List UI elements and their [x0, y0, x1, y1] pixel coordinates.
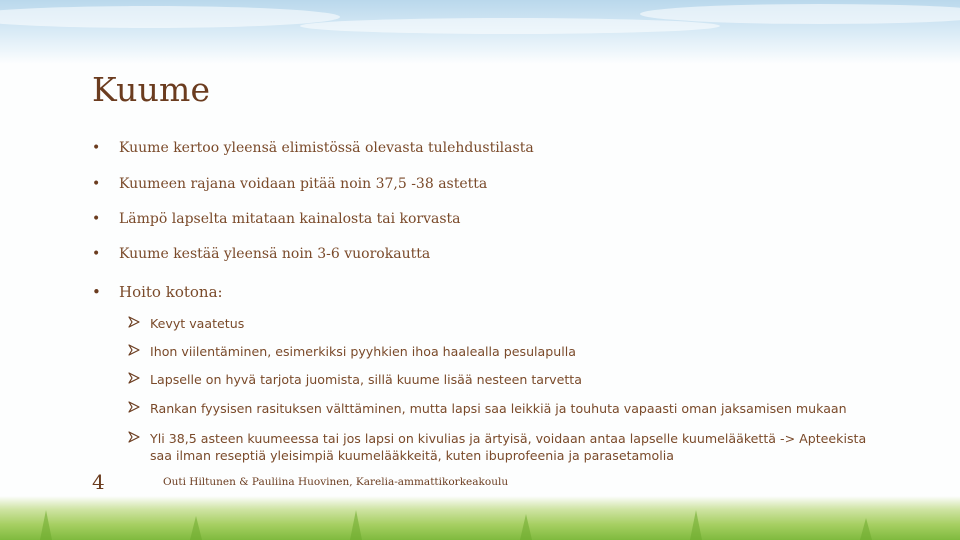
- arrow-bullet-icon: [128, 372, 140, 384]
- bullet-text: Hoito kotona:: [119, 283, 223, 301]
- bullet-dot-icon: •: [92, 140, 101, 156]
- grass-tuft: [690, 510, 702, 540]
- arrow-bullet-icon: [128, 316, 140, 328]
- sub-bullet-text-continued: saa ilman reseptiä yleisimpiä kuumelääkkeitä, kuten ibuprofeenia ja parasetamolia: [150, 448, 674, 463]
- grass-tuft: [40, 510, 52, 540]
- sub-bullet-text: Rankan fyysisen rasituksen välttäminen, mutta lapsi saa leikkiä ja touhuta vapaasti oman jaksamisen mukaan: [150, 401, 847, 416]
- slide-number: 4: [92, 470, 105, 494]
- sub-bullet-text: Yli 38,5 asteen kuumeessa tai jos lapsi on kivulias ja ärtyisä, voidaan antaa lapselle kuumelääkettä -> Apteekista: [150, 431, 867, 446]
- sky-background: [0, 0, 960, 64]
- bullet-dot-icon: •: [92, 211, 101, 227]
- grass-tuft: [190, 516, 202, 540]
- arrow-bullet-icon: [128, 431, 140, 443]
- arrow-bullet-icon: [128, 401, 140, 413]
- bullet-dot-icon: •: [92, 176, 101, 192]
- bullet-dot-icon: •: [92, 283, 101, 301]
- bullet-text: Kuume kestää yleensä noin 3-6 vuorokautta: [119, 246, 431, 262]
- grass-tuft: [860, 518, 872, 540]
- bullet-text: Kuume kertoo yleensä elimistössä olevasta tulehdustilasta: [119, 140, 534, 156]
- grass-tuft: [520, 514, 532, 540]
- bullet-dot-icon: •: [92, 246, 101, 262]
- bullet-text: Kuumeen rajana voidaan pitää noin 37,5 -38 astetta: [119, 176, 488, 192]
- bullet-text: Lämpö lapselta mitataan kainalosta tai korvasta: [119, 211, 461, 227]
- cloud-streak: [300, 18, 720, 34]
- sub-bullet-text: Ihon viilentäminen, esimerkiksi pyyhkien ihoa haalealla pesulapulla: [150, 344, 576, 359]
- slide-title: Kuume: [92, 70, 211, 109]
- sub-bullet-text: Lapselle on hyvä tarjota juomista, sillä kuume lisää nesteen tarvetta: [150, 372, 582, 387]
- cloud-streak: [0, 6, 340, 28]
- sub-bullet-text: Kevyt vaatetus: [150, 316, 245, 331]
- grass-background: [0, 496, 960, 540]
- footer-credit: Outi Hiltunen & Pauliina Huovinen, Karelia-ammattikorkeakoulu: [163, 476, 509, 488]
- arrow-bullet-icon: [128, 344, 140, 356]
- grass-tuft: [350, 510, 362, 540]
